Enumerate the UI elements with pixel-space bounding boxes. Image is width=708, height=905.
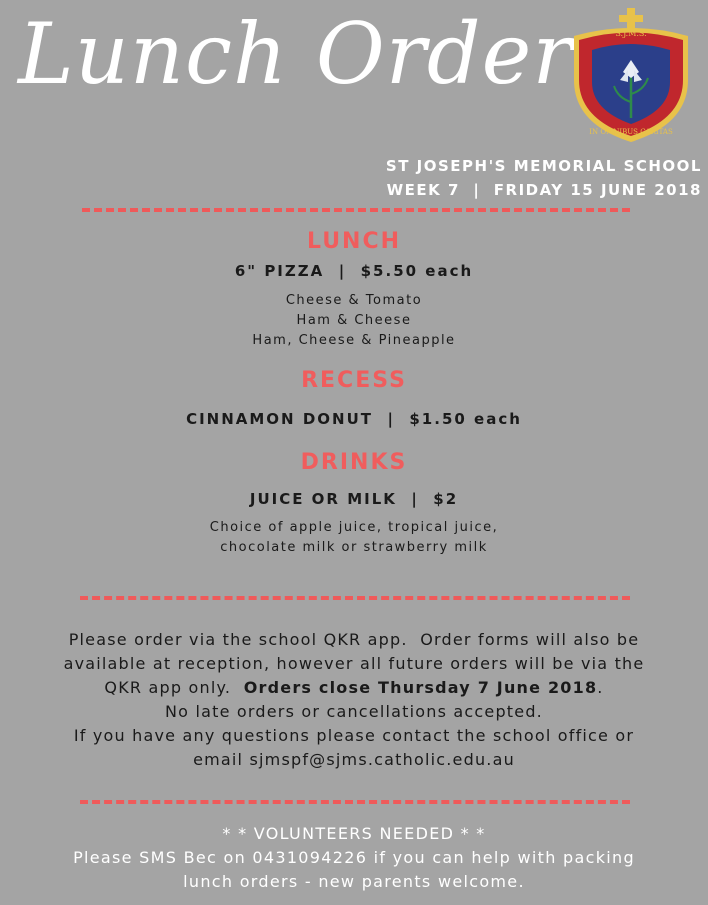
drinks-description [0, 518, 708, 558]
school-crest-icon [570, 6, 692, 146]
volunteers-line: Please SMS Bec on 0431094226 if you can help with packing [73, 848, 635, 867]
lunch-options [0, 291, 708, 351]
drinks-desc-line: chocolate milk or strawberry milk [220, 540, 488, 555]
crest-initials: S.J.M.S. [615, 29, 647, 38]
info-line: available at reception, however all future orders will be via the [63, 654, 645, 673]
drinks-item: JUICE OR MILK | $2 [249, 490, 459, 508]
volunteers-line: lunch orders - new parents welcome. [183, 872, 525, 891]
week-date: WEEK 7 | FRIDAY 15 JUNE 2018 [386, 181, 702, 199]
info-text: . [597, 678, 604, 697]
order-info [0, 628, 708, 772]
info-text: QKR app only. [104, 678, 244, 697]
lunch-option: Cheese & Tomato [285, 293, 423, 308]
drinks-desc-line: Choice of apple juice, tropical juice, [209, 520, 499, 535]
info-line: Please order via the school QKR app. Order forms will also be [68, 630, 640, 649]
school-info [386, 154, 702, 202]
volunteers-section [0, 822, 708, 894]
contact-email: email sjmspf@sjms.catholic.edu.au [193, 750, 515, 769]
page-title: Lunch Order [18, 5, 574, 103]
lunch-option: Ham & Cheese [296, 313, 412, 328]
recess-item: CINNAMON DONUT | $1.50 each [186, 410, 522, 428]
crest-motto: IN OMNIBUS CARITAS [589, 128, 673, 136]
info-line: No late orders or cancellations accepted. [165, 702, 543, 721]
order-deadline: Orders close Thursday 7 June 2018 [243, 678, 598, 697]
drinks-heading: DRINKS [300, 450, 408, 475]
info-line [0, 676, 708, 700]
lunch-item: 6" PIZZA | $5.50 each [234, 262, 474, 280]
recess-heading: RECESS [301, 368, 407, 393]
divider-top [82, 208, 630, 212]
info-line: If you have any questions please contact the school office or [73, 726, 635, 745]
divider-middle [80, 596, 630, 600]
lunch-heading: LUNCH [306, 229, 402, 254]
volunteers-heading: * * VOLUNTEERS NEEDED * * [222, 824, 486, 843]
school-name: ST JOSEPH'S MEMORIAL SCHOOL [385, 157, 702, 175]
divider-bottom [80, 800, 630, 804]
lunch-option: Ham, Cheese & Pineapple [252, 333, 456, 348]
